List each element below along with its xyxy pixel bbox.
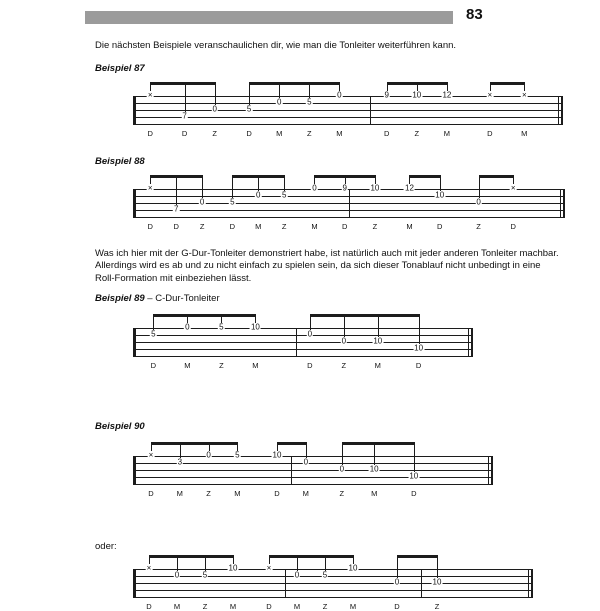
- note-stem: [215, 82, 216, 105]
- tab-fret-number: ×: [147, 90, 153, 100]
- tab-fret-number: 0: [394, 577, 400, 587]
- tab-fret-number: 5: [202, 570, 208, 580]
- tab-fret-number: 10: [373, 336, 383, 346]
- tab-fret-number: 0: [199, 197, 205, 207]
- finger-letter: D: [274, 489, 280, 498]
- note-stem: [297, 555, 298, 571]
- staff-line: [133, 356, 473, 357]
- tab-fret-number: 10: [348, 563, 358, 573]
- finger-letter: M: [374, 361, 381, 370]
- note-stem: [180, 442, 181, 458]
- header-bar: [85, 11, 453, 24]
- finger-letter: D: [411, 489, 417, 498]
- tab-fret-number: 10: [250, 322, 260, 332]
- note-stem: [378, 314, 379, 337]
- staff-line: [133, 463, 493, 464]
- finger-letter: D: [394, 602, 400, 611]
- tab-fret-number: 12: [405, 183, 414, 193]
- finger-letter: M: [349, 602, 357, 611]
- tab-fret-number: 5: [281, 190, 287, 200]
- tab-fret-number: 10: [228, 563, 238, 573]
- final-barline-thick: [471, 328, 474, 357]
- staff-line: [133, 117, 563, 118]
- tab-example-89: [133, 312, 473, 370]
- finger-letter: Z: [281, 222, 287, 231]
- staff-line: [133, 597, 533, 598]
- finger-letter: Z: [212, 129, 217, 138]
- final-barline-thin: [558, 96, 559, 125]
- barline: [421, 569, 422, 598]
- staff-line: [133, 110, 563, 111]
- tab-fret-number: 0: [185, 322, 190, 332]
- tab-fret-number: 7: [182, 111, 187, 121]
- beam: [151, 442, 237, 445]
- tab-fret-number: 5: [307, 97, 312, 107]
- barline: [296, 328, 297, 357]
- barline: [349, 189, 350, 218]
- system-start-bar: [133, 569, 136, 598]
- example-87-label: Beispiel 87: [95, 63, 145, 74]
- beam: [149, 555, 233, 558]
- finger-letter: Z: [322, 602, 328, 611]
- tab-fret-number: 0: [174, 570, 180, 580]
- tab-fret-number: ×: [147, 183, 153, 193]
- finger-letter: D: [437, 222, 443, 231]
- final-barline-thick: [531, 569, 534, 598]
- tab-fret-number: 0: [294, 570, 300, 580]
- finger-letter: D: [510, 222, 516, 231]
- note-stem: [176, 175, 177, 205]
- note-stem: [177, 555, 178, 571]
- barline: [285, 569, 286, 598]
- beam: [277, 442, 306, 445]
- finger-letter: D: [150, 361, 157, 370]
- staff-line: [133, 576, 533, 577]
- note-stem: [342, 442, 343, 465]
- tab-fret-number: 0: [337, 90, 342, 100]
- example-87-heading: [95, 63, 145, 74]
- tab-fret-number: 10: [412, 90, 422, 100]
- beam: [342, 442, 414, 445]
- example-90-heading: [95, 421, 145, 432]
- note-stem: [249, 82, 250, 105]
- example-88-heading: [95, 156, 145, 167]
- tab-fret-number: 0: [307, 329, 313, 339]
- staff-line: [133, 124, 563, 125]
- finger-letter: D: [148, 489, 154, 498]
- finger-letter: Z: [434, 602, 440, 611]
- staff-line: [133, 484, 493, 485]
- intro-text: Die nächsten Beispiele veranschaulichen dir, wie man die Tonleiter weiterführen kann.: [95, 40, 457, 51]
- tab-fret-number: ×: [487, 90, 493, 100]
- system-start-bar: [133, 328, 136, 357]
- tab-fret-number: ×: [266, 563, 272, 573]
- tab-fret-number: ×: [521, 90, 527, 100]
- tab-fret-number: 10: [272, 450, 282, 460]
- finger-letter: Z: [219, 361, 224, 370]
- beam: [153, 314, 255, 317]
- finger-letter: M: [293, 602, 301, 611]
- finger-letter: D: [173, 222, 179, 231]
- staff-line: [133, 590, 533, 591]
- finger-letter: M: [371, 489, 378, 498]
- finger-letter: Z: [339, 489, 345, 498]
- beam: [269, 555, 353, 558]
- tab-fret-number: 10: [432, 577, 442, 587]
- final-barline-thick: [563, 189, 566, 218]
- tab-example-88: [133, 173, 565, 231]
- note-stem: [414, 442, 415, 472]
- finger-letter: Z: [206, 489, 211, 498]
- final-barline-thick: [491, 456, 494, 485]
- note-stem: [153, 314, 154, 330]
- tab-fret-number: 9: [384, 90, 389, 100]
- note-stem: [258, 175, 259, 191]
- tab-fret-number: 5: [230, 197, 235, 207]
- beam: [409, 175, 439, 178]
- finger-letter: M: [229, 602, 237, 611]
- finger-letter: M: [252, 361, 259, 370]
- body-paragraph: Was ich hier mit der G-Dur-Tonleiter demonstriert habe, ist natürlich auch mit jeder anderen Tonleiter machbar. Allerdings wird es ab und zu nicht einfach zu spielen sein, da sich dieser Tonablauf nicht unbedingt in eine Roll-Formation mit einbeziehen lässt.: [95, 248, 559, 284]
- finger-letter: M: [276, 129, 283, 138]
- tab-fret-number: 10: [409, 471, 419, 481]
- tab-fret-number: 5: [219, 322, 224, 332]
- finger-letter: D: [229, 222, 236, 231]
- barline: [291, 456, 292, 485]
- example-89-heading: [95, 293, 220, 304]
- finger-letter: Z: [372, 222, 378, 231]
- staff-line: [133, 583, 533, 584]
- tab-fret-number: 0: [476, 197, 481, 207]
- tab-fret-number: 0: [341, 336, 347, 346]
- tab-fret-number: 5: [246, 104, 252, 114]
- tab-fret-number: 0: [276, 97, 282, 107]
- example-89-label: Beispiel 89: [95, 293, 145, 304]
- barline: [370, 96, 371, 125]
- tab-example-oder: [133, 553, 533, 611]
- note-stem: [440, 175, 441, 191]
- page-number: 83: [466, 6, 483, 23]
- note-stem: [232, 175, 233, 198]
- beam: [249, 82, 339, 85]
- system-start-bar: [133, 456, 136, 485]
- finger-letter: M: [406, 222, 413, 231]
- finger-letter: D: [266, 602, 272, 611]
- staff-line: [133, 96, 563, 97]
- finger-letter: M: [311, 222, 318, 231]
- tab-fret-number: 0: [339, 464, 345, 474]
- staff-line: [133, 470, 493, 471]
- finger-letter: Z: [199, 222, 205, 231]
- final-barline-thick: [561, 96, 564, 125]
- staff-line: [133, 477, 493, 478]
- finger-letter: D: [147, 129, 153, 138]
- note-stem: [202, 175, 203, 198]
- tab-example-90: [133, 440, 493, 498]
- finger-letter: Z: [202, 602, 208, 611]
- note-stem: [437, 555, 438, 578]
- note-stem: [397, 555, 398, 578]
- finger-letter: D: [181, 129, 188, 138]
- finger-letter: D: [415, 361, 422, 370]
- note-stem: [306, 442, 307, 458]
- finger-letter: D: [246, 129, 252, 138]
- tab-fret-number: 10: [370, 183, 380, 193]
- tab-fret-number: 5: [322, 570, 328, 580]
- note-stem: [279, 82, 280, 98]
- note-stem: [374, 442, 375, 465]
- finger-letter: Z: [307, 129, 312, 138]
- staff-line: [133, 335, 473, 336]
- finger-letter: D: [487, 129, 493, 138]
- tab-fret-number: ×: [510, 183, 516, 193]
- finger-letter: D: [147, 222, 153, 231]
- tab-fret-number: 10: [369, 464, 379, 474]
- final-barline-thin: [528, 569, 529, 598]
- tab-fret-number: 7: [173, 204, 179, 214]
- staff-line: [133, 456, 493, 457]
- note-stem: [325, 555, 326, 571]
- finger-letter: M: [184, 361, 191, 370]
- system-start-bar: [133, 96, 136, 125]
- finger-letter: Z: [476, 222, 481, 231]
- example-90-label: Beispiel 90: [95, 421, 145, 432]
- beam: [150, 82, 215, 85]
- system-start-bar: [133, 189, 136, 218]
- tab-fret-number: 9: [342, 183, 347, 193]
- finger-letter: M: [443, 129, 451, 138]
- finger-letter: D: [341, 222, 348, 231]
- beam: [310, 314, 419, 317]
- finger-letter: M: [302, 489, 309, 498]
- note-stem: [309, 82, 310, 98]
- tab-fret-number: ×: [146, 563, 152, 573]
- tab-fret-number: 5: [235, 450, 240, 460]
- tab-fret-number: 3: [177, 457, 183, 467]
- example-88-label: Beispiel 88: [95, 156, 145, 167]
- finger-letter: M: [173, 602, 181, 611]
- note-stem: [185, 82, 186, 112]
- note-stem: [310, 314, 311, 330]
- tab-fret-number: ×: [148, 450, 154, 460]
- note-stem: [419, 314, 420, 344]
- finger-letter: M: [336, 129, 343, 138]
- finger-letter: D: [383, 129, 390, 138]
- beam: [479, 175, 514, 178]
- note-stem: [479, 175, 480, 198]
- tab-fret-number: 0: [212, 104, 217, 114]
- final-barline-thin: [468, 328, 469, 357]
- finger-letter: M: [521, 129, 528, 138]
- beam: [397, 555, 437, 558]
- tab-fret-number: 5: [151, 329, 156, 339]
- finger-letter: D: [307, 361, 313, 370]
- final-barline-thin: [488, 456, 489, 485]
- tab-fret-number: 0: [312, 183, 317, 193]
- tab-example-87: [133, 80, 563, 138]
- tab-fret-number: 10: [435, 190, 445, 200]
- beam: [490, 82, 524, 85]
- finger-letter: M: [234, 489, 241, 498]
- note-stem: [344, 314, 345, 337]
- finger-letter: M: [255, 222, 262, 231]
- staff-line: [133, 569, 533, 570]
- finger-letter: Z: [414, 129, 420, 138]
- finger-letter: M: [176, 489, 183, 498]
- tab-fret-number: 0: [206, 450, 211, 460]
- tab-fret-number: 12: [442, 90, 452, 100]
- finger-letter: D: [146, 602, 152, 611]
- note-stem: [205, 555, 206, 571]
- example-89-suffix: – C-Dur-Tonleiter: [144, 293, 220, 304]
- note-stem: [284, 175, 285, 191]
- tab-fret-number: 10: [414, 343, 424, 353]
- tab-fret-number: 0: [256, 190, 261, 200]
- oder-label: oder:: [95, 541, 117, 552]
- finger-letter: Z: [341, 361, 347, 370]
- final-barline-thin: [560, 189, 561, 218]
- tab-fret-number: 0: [303, 457, 309, 467]
- staff-line: [133, 103, 563, 104]
